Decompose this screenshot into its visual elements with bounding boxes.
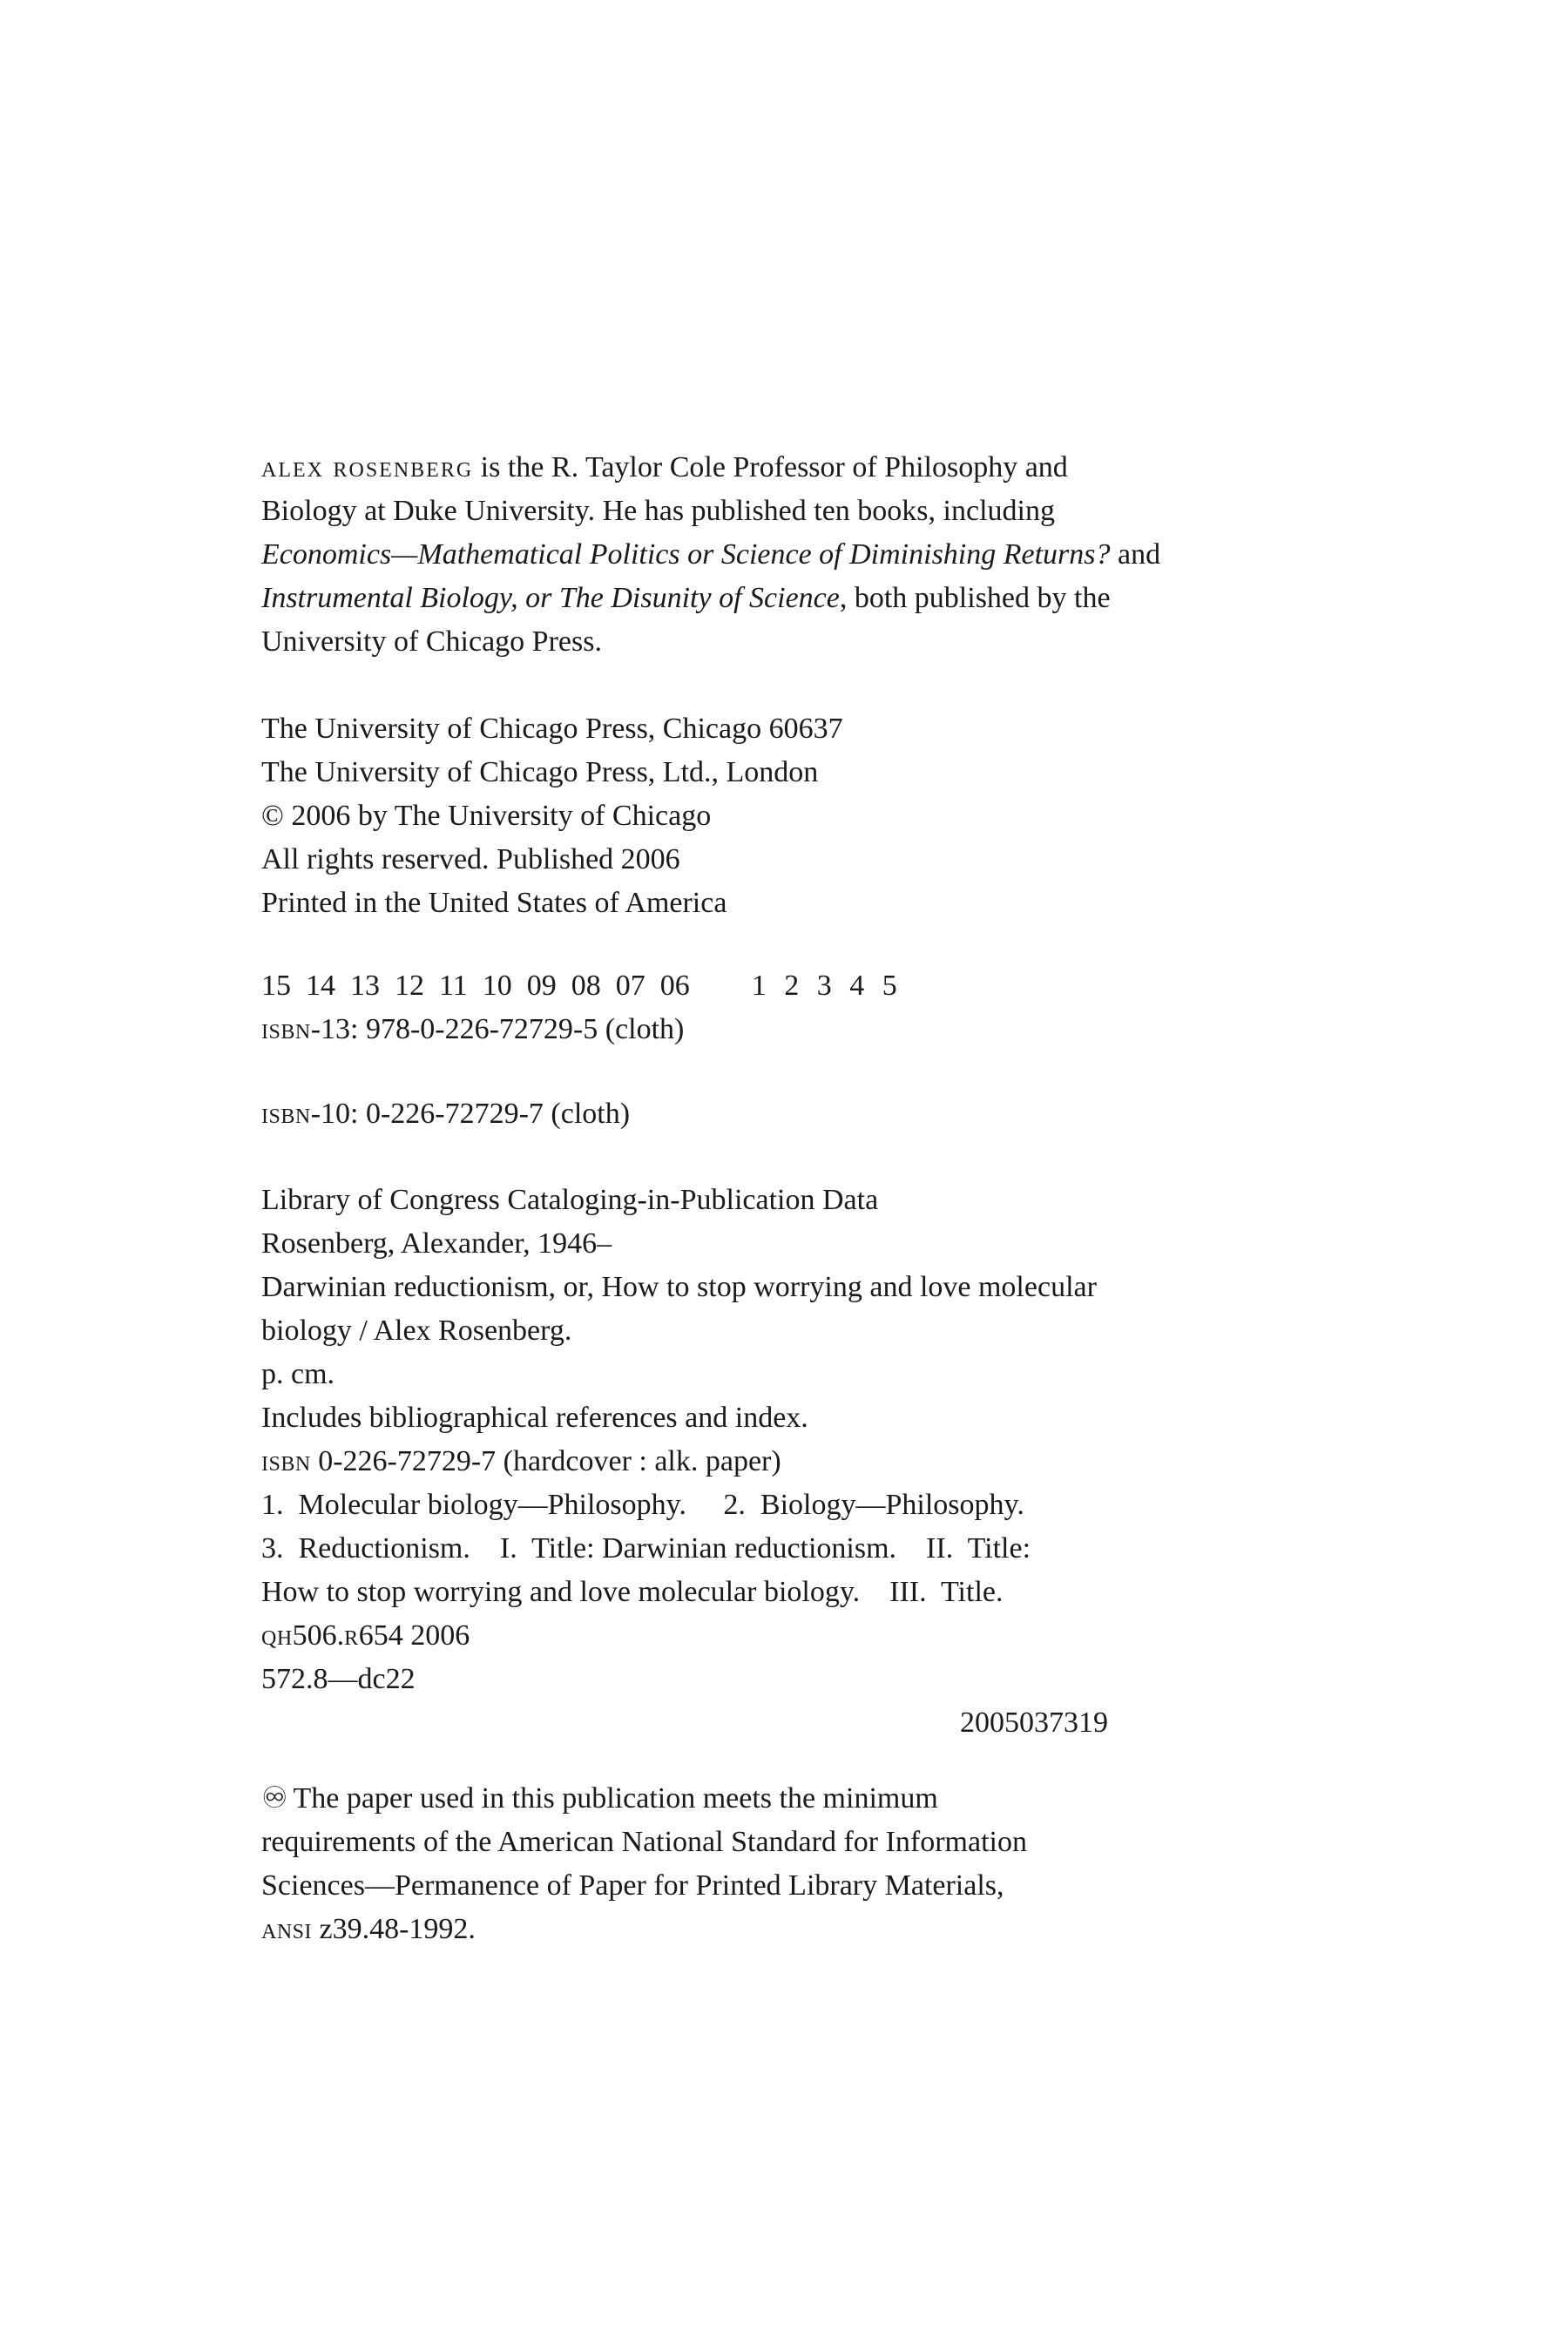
printing-year: 09 — [526, 970, 557, 1002]
book-title-economics: Economics—Mathematical Politics or Science of Diminishing Returns? — [261, 538, 1111, 571]
cip-heading: Library of Congress Cataloging-in-Publication Data — [261, 1184, 879, 1216]
printing-year: 12 — [395, 970, 424, 1002]
cip-isbn: isbn 0-226-72729-7 (hardcover : alk. paper) — [261, 1445, 781, 1477]
paper-line-4: ansi z39.48-1992. — [261, 1913, 476, 1945]
bio-line-5: University of Chicago Press. — [261, 625, 602, 658]
copyright-line: © 2006 by The University of Chicago — [261, 800, 712, 832]
cip-subjects-line-3: How to stop worrying and love molecular biology. III. Title. — [261, 1576, 1004, 1608]
cip-title-line-1: Darwinian reductionism, or, How to stop worrying and love molecular — [261, 1271, 1097, 1303]
imprint-line-london: The University of Chicago Press, Ltd., London — [261, 756, 819, 788]
printing-year: 10 — [482, 970, 512, 1002]
printing-year: 06 — [659, 970, 690, 1002]
printed-in-line: Printed in the United States of America — [261, 887, 727, 919]
printing-and-isbn — [261, 964, 1167, 1051]
paper-line-3: Sciences—Permanence of Paper for Printed Library Materials, — [261, 1869, 1004, 1902]
book-title-instrumental-biology: Instrumental Biology, or The Disunity of Science — [261, 582, 840, 614]
bio-line-4: Instrumental Biology, or The Disunity of Science, both published by the — [261, 582, 1111, 614]
impression-number: 1 — [751, 970, 767, 1002]
cip-subjects-line-2: 3. Reductionism. I. Title: Darwinian reductionism. II. Title: — [261, 1532, 1031, 1565]
printing-year: 15 — [261, 970, 291, 1002]
author-bio — [261, 446, 1167, 664]
printing-year: 07 — [615, 970, 645, 1002]
cip-lccn: 2005037319 — [960, 1707, 1108, 1739]
publisher-imprint — [261, 707, 1167, 925]
cip-subjects-line-1: 1. Molecular biology—Philosophy. 2. Biology—Philosophy. — [261, 1489, 1024, 1521]
printer-key — [261, 964, 1167, 1008]
paper-line-1: ♾ The paper used in this publication meets the minimum — [261, 1777, 1167, 1821]
impression-number: 4 — [849, 970, 865, 1002]
printing-year: 14 — [306, 970, 335, 1002]
bio-line-1: alex rosenberg is the R. Taylor Cole Professor of Philosophy and — [261, 451, 1068, 483]
isbn-10-line: isbn-10: 0-226-72729-7 (cloth) — [261, 1098, 631, 1130]
cip-pages: p. cm. — [261, 1358, 335, 1390]
cip-title-line-2: biology / Alex Rosenberg. — [261, 1315, 572, 1347]
cip-data — [261, 1179, 1167, 1745]
printing-year: 08 — [571, 970, 601, 1002]
isbn-10-block — [261, 1092, 1167, 1136]
isbn-13-line: isbn-13: 978-0-226-72729-5 (cloth) — [261, 1013, 685, 1045]
cip-notes: Includes bibliographical references and index. — [261, 1402, 808, 1434]
impression-number: 2 — [784, 970, 800, 1002]
impression-number: 3 — [816, 970, 832, 1002]
cip-dewey: 572.8—dc22 — [261, 1663, 416, 1695]
bio-line-3: Economics—Mathematical Politics or Science of Diminishing Returns? and — [261, 538, 1161, 571]
paper-line-2: requirements of the American National Standard for Information — [261, 1826, 1027, 1858]
cip-lc-classification: qh506.r654 2006 — [261, 1619, 470, 1652]
printing-year: 11 — [439, 970, 468, 1002]
rights-line: All rights reserved. Published 2006 — [261, 843, 680, 875]
cip-author: Rosenberg, Alexander, 1946– — [261, 1227, 612, 1260]
impression-number: 5 — [882, 970, 897, 1002]
bio-line-2: Biology at Duke University. He has published ten books, including — [261, 495, 1055, 527]
infinity-circle-icon: ♾ — [261, 1782, 288, 1815]
impression-numbers — [752, 964, 908, 1008]
author-name: alex rosenberg — [261, 451, 474, 483]
printing-year: 13 — [350, 970, 380, 1002]
imprint-line-chicago: The University of Chicago Press, Chicago 60637 — [261, 713, 843, 745]
paper-permanence-notice — [261, 1777, 1167, 1951]
